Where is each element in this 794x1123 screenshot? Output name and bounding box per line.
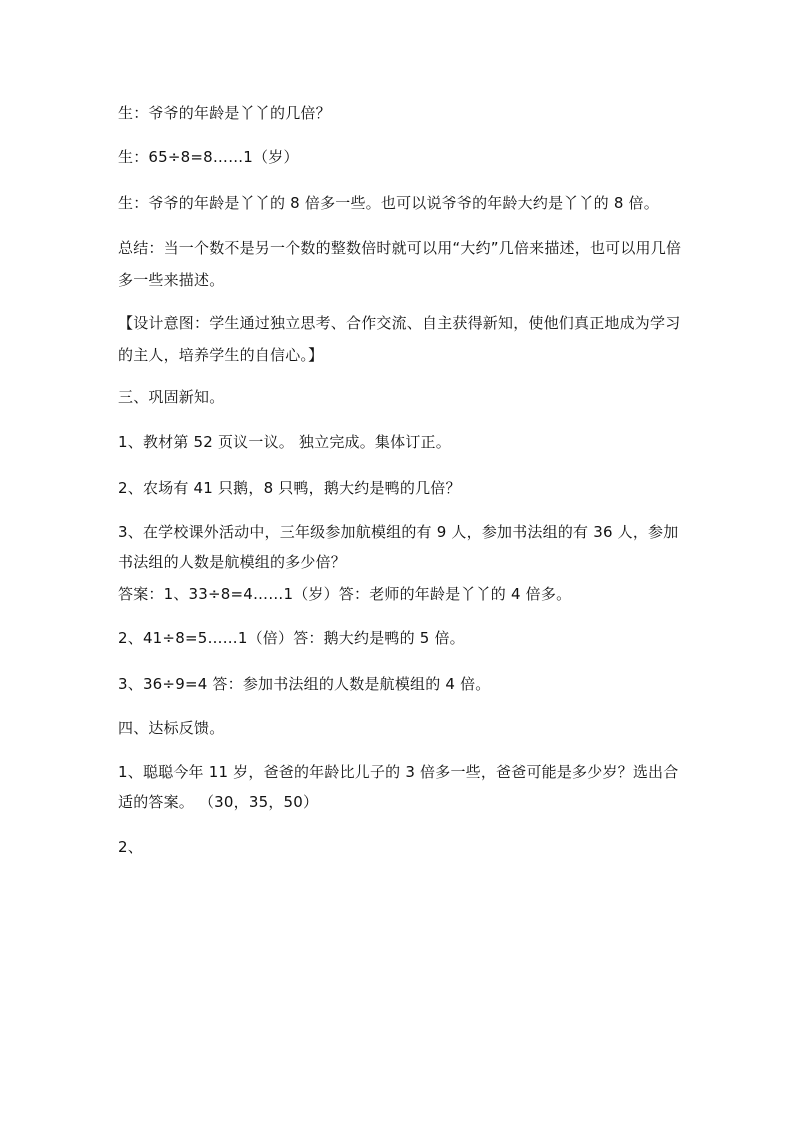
exercise-item-2: 2、农场有 41 只鹅，8 只鸭，鹅大约是鸭的几倍？ bbox=[118, 479, 461, 497]
summary-paragraph: 总结：当一个数不是另一个数的整数倍时就可以用“大约”几倍来描述，也可以用几倍多一些来描述。 bbox=[118, 239, 682, 289]
section-heading-feedback: 四、达标反馈。 bbox=[118, 719, 225, 737]
section-heading-consolidate: 三、巩固新知。 bbox=[118, 388, 225, 406]
exercise-item-1: 1、教材第 52 页议一议。 独立完成。集体订正。 bbox=[118, 433, 451, 451]
answer-line-1: 答案：1、33÷8=4……1（岁）答：老师的年龄是丫丫的 4 倍多。 bbox=[118, 585, 572, 603]
answer-line-3: 3、36÷9=4 答：参加书法组的人数是航模组的 4 倍。 bbox=[118, 675, 491, 693]
design-intent-paragraph: 【设计意图：学生通过独立思考、合作交流、自主获得新知，使他们真正地成为学习的主人，培养学生的自信心。】 bbox=[118, 314, 681, 364]
calculation-line: 生：65÷8=8……1（岁） bbox=[118, 148, 299, 166]
feedback-item-2: 2、 bbox=[118, 838, 143, 856]
exercise-item-3: 3、在学校课外活动中，三年级参加航模组的有 9 人，参加书法组的有 36 人，参加书法组的人数是航模组的多少倍？ bbox=[118, 523, 679, 571]
feedback-item-1: 1、聪聪今年 11 岁，爸爸的年龄比儿子的 3 倍多一些，爸爸可能是多少岁？选出合适的答案。 （30，35，50） bbox=[118, 763, 679, 811]
answer-line-2: 2、41÷8=5……1（倍）答：鹅大约是鸭的 5 倍。 bbox=[118, 629, 465, 647]
dialogue-question-line: 生：爷爷的年龄是丫丫的几倍？ bbox=[118, 104, 331, 122]
dialogue-answer-line: 生：爷爷的年龄是丫丫的 8 倍多一些。也可以说爷爷的年龄大约是丫丫的 8 倍。 bbox=[118, 194, 659, 212]
